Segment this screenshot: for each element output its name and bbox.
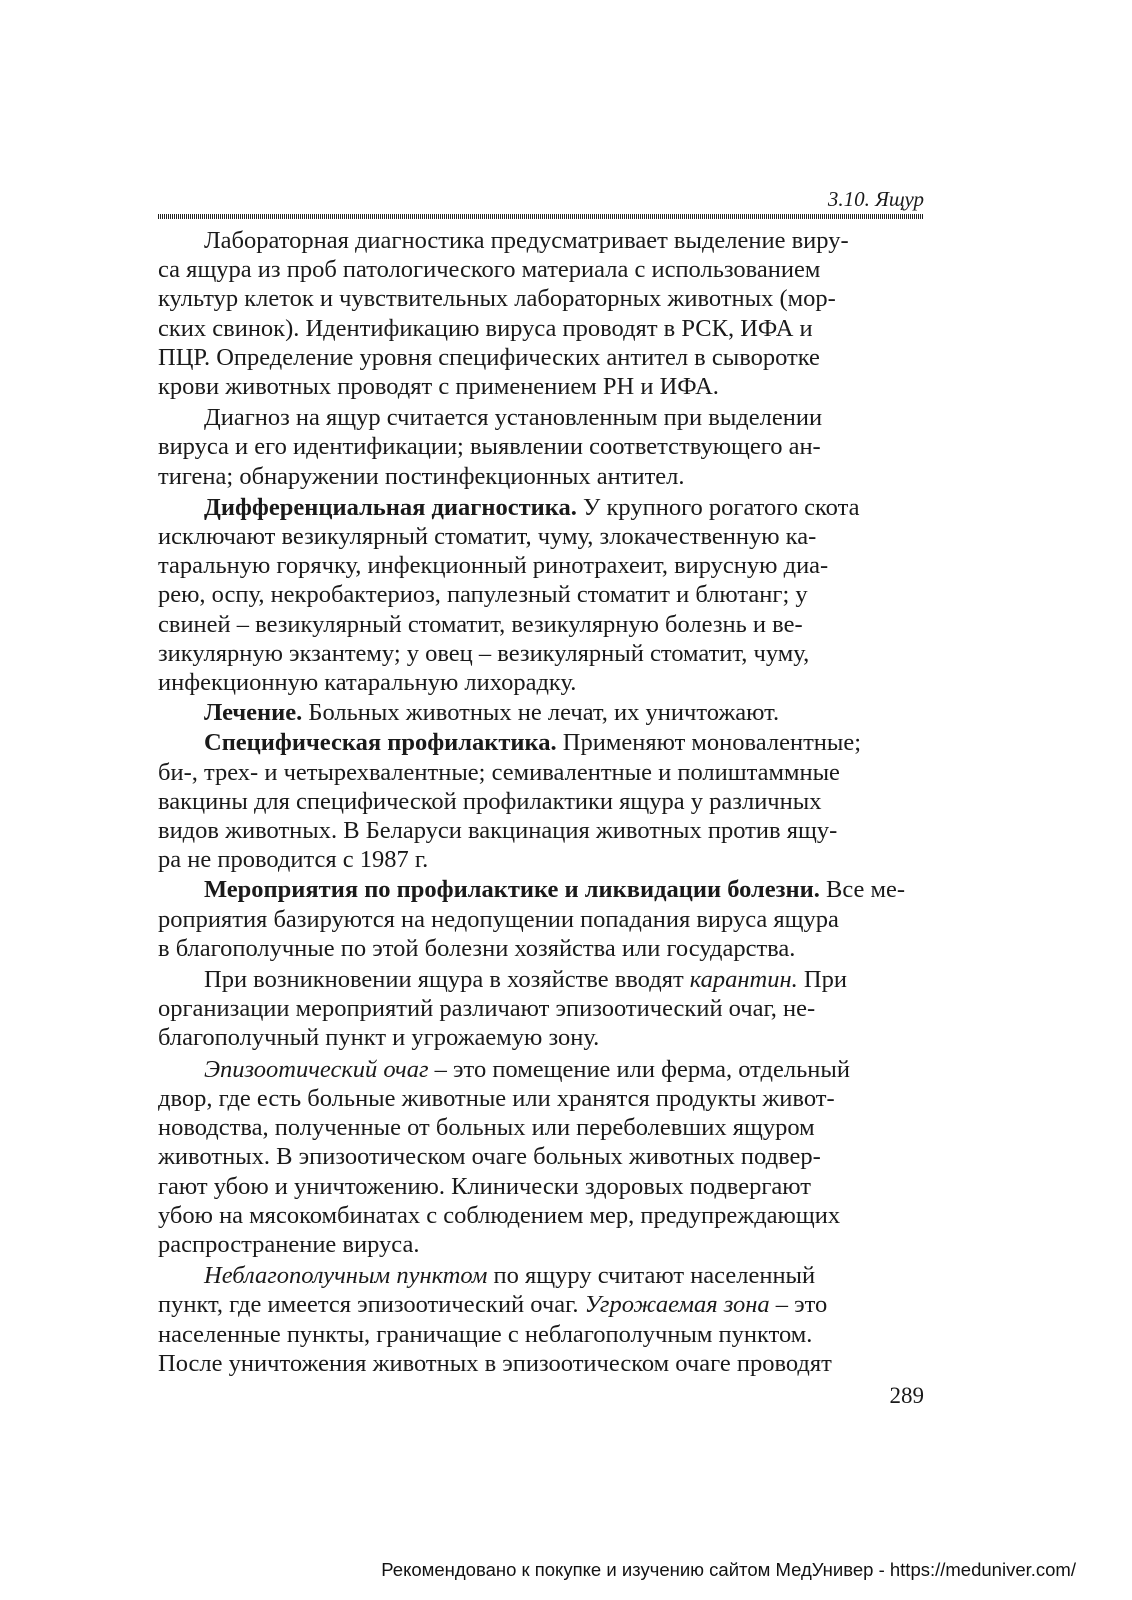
paragraph-epizootic-focus: Эпизоотический очаг – это помещение или ферма, отдельный двор, где есть больные животные или хранятся продукты живот- новодства, полученные от больных или переболевших ящуром животных. В эпизоотическом очаге больных животных подвер- гают убою и уничтожению. Клинически здоровых подвергают убою на мясокомбинатах с соблюдением мер, предупреждающих распространение вируса.: [158, 1055, 850, 1258]
footer-watermark: Рекомендовано к покупке и изучению сайтом МедУнивер - https://meduniver.com/: [381, 1559, 1076, 1580]
heading-treatment: Лечение.: [204, 699, 303, 727]
term-unfavorable-point: Неблагополучным пунктом: [204, 1262, 488, 1290]
paragraph-specific-prophylaxis: Специфическая профилактика. Применяют моновалентные; би-, трех- и четырехвалентные; семивалентные и полиштаммные вакцины для специфической профилактики ящура у различных видов животных. В Беларуси вакцинация животных против ящу- ра не проводится с 1987 г.: [158, 729, 862, 874]
paragraph-unfavorable-point: Неблагополучным пунктом по ящуру считают населенный пункт, где имеется эпизоотический очаг. Угрожаемая зона – это населенные пункты, граничащие с неблагополучным пунктом. После уничтожения животных в эпизоотическом очаге проводят: [158, 1262, 832, 1377]
paragraph-lab-diagnosis: Лабораторная диагностика предусматривает выделение виру- са ящура из проб патологического материала с использованием культур клеток и чувствительных лабораторных животных (мор- ских свинок). Идентификацию вируса проводят в РСК, ИФА и ПЦР. Определение уровня специфических антител в сыворотке крови животных проводят с применением РН и ИФА.: [158, 227, 849, 401]
paragraph-prevention-measures: Мероприятия по профилактике и ликвидации болезни. Все ме- роприятия базируются на недопущении попадания вируса ящура в благополучные по этой болезни хозяйства или государства.: [158, 876, 906, 962]
term-threatened-zone: Угрожаемая зона: [584, 1291, 770, 1319]
paragraph-differential-diagnosis: Дифференциальная диагностика. У крупного рогатого скота исключают везикулярный стоматит, чуму, злокачественную ка- таральную горячку, инфекционный ринотрахеит, вирусную диа- рею, оспу, некробактериоз, папулезный стоматит и блютанг; у свиней – везикулярный стоматит, везикулярную болезнь и ве- зикулярную экзантему; у овец – везикулярный стоматит, чуму, инфекционную катаральную лихорадку.: [158, 493, 860, 697]
running-header: 3.10. Ящур: [827, 187, 924, 211]
header-divider: [158, 214, 924, 219]
heading-specific-prophylaxis: Специфическая профилактика.: [204, 729, 557, 757]
paragraph-treatment: Лечение. Больных животных не лечат, их уничтожают.: [204, 699, 780, 727]
page-number: 289: [889, 1383, 924, 1408]
term-epizootic-focus: Эпизоотический очаг: [204, 1055, 429, 1083]
paragraph-diagnosis-established: Диагноз на ящур считается установленным при выделении вируса и его идентификации; выявлении соответствующего ан- тигена; обнаружении постинфекционных антител.: [158, 404, 823, 490]
paragraph-quarantine: При возникновении ящура в хозяйстве вводят карантин. При организации мероприятий различают эпизоотический очаг, не- благополучный пункт и угрожаемую зону.: [158, 966, 847, 1052]
heading-prevention-measures: Мероприятия по профилактике и ликвидации болезни.: [204, 876, 820, 904]
page-body: [158, 226, 924, 1379]
heading-differential-diagnosis: Дифференциальная диагностика.: [204, 493, 577, 521]
term-quarantine: карантин.: [689, 966, 798, 994]
